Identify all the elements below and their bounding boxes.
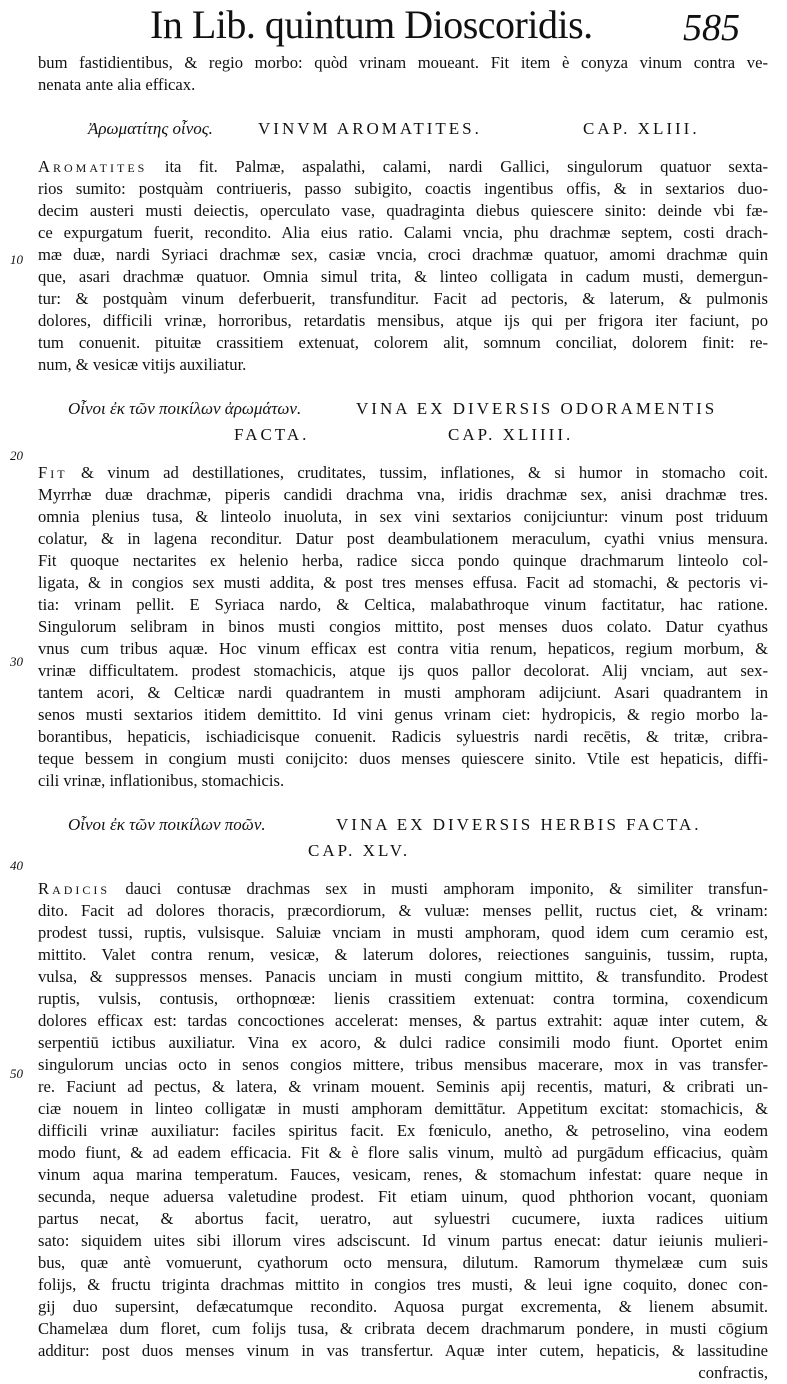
chapter-text — [38, 462, 768, 792]
chapter-heading — [38, 396, 768, 422]
text-line: decim austeri musti deiectis, operculato vase, quadraginta diebus quiescere sinito: deinde vbi fæ- — [38, 201, 768, 220]
margin-line-number: 20 — [10, 448, 23, 463]
text-line: Singulorum selibram in binos musti congios mittito, post menses duos colato. Datur cyathus — [38, 617, 768, 636]
latin-title: VINA EX DIVERSIS HERBIS FACTA. — [336, 815, 702, 834]
opening-word: Aromatites — [38, 157, 148, 176]
text-line: cili vrinæ, inflationibus, stomachicis. — [38, 771, 285, 790]
text-line: Fit & vinum ad destillationes, cruditates, tussim, inflationes, & si humor in stomacho coit. — [38, 463, 768, 482]
margin-line-number: 50 — [10, 1066, 23, 1081]
margin-line-number: 30 — [10, 654, 23, 669]
text-line: prodest tussi, ruptis, vulsisque. Saluiæ vnciam in musti amphoram, quod idem cum ceramio est, — [38, 923, 768, 942]
running-head: In Lib. quintum Dioscoridis. — [150, 2, 593, 47]
text-line: bum fastidientibus, & regio morbo: quòd vrinam moueant. Fit item è conyza vinum contra ve- — [38, 53, 768, 72]
text-line: mæ duæ, nardi Syriaci drachmæ sex, casiæ vncia, croci drachmæ quatuor, amomi drachmæ quin — [38, 245, 768, 264]
text-line: tum conuenit. pituitæ crassitiem extenuat, colorem alit, somnum conciliat, dolorem finit: re- — [38, 333, 768, 352]
chapter-heading-line-2 — [38, 838, 768, 864]
catchword: confractis, — [698, 1363, 768, 1382]
text-line: teque bessem in congium musti conijcito: duos menses quiescere sinito. Vtile est hepaticis, diffi- — [38, 749, 768, 768]
chapter-number: CAP. XLV. — [308, 841, 411, 860]
latin-title: VINVM AROMATITES. — [258, 119, 482, 138]
text-line: Aromatites ita fit. Palmæ, aspalathi, calami, nardi Gallici, singulorum quatuor sexta- — [38, 157, 768, 176]
greek-title: Οἶνοι ἐκ τῶν ποικίλων ἀρωμάτων. — [68, 399, 302, 418]
page-header — [0, 0, 787, 52]
latin-title-continued: FACTA. — [234, 425, 310, 444]
margin-line-number: 40 — [10, 858, 23, 873]
text-line: ce expurgatum fuerit, recondito. Alia eius ratio. Calami vncia, phu drachmæ septem, costi drach- — [38, 223, 768, 242]
chapter-heading — [38, 116, 768, 142]
text-line: dolores efficax est: tardas concoctiones accelerat: menses, & partus extrahit: aquæ inter cutem, & — [38, 1011, 768, 1030]
text-line: ciæ nouem in linteo colligatæ in musti amphoram demittātur. Appetitum excitat: stomachicis, & — [38, 1099, 768, 1118]
text-line: vulsa, & suppressos menses. Panacis unciam in musti congium mittito, & transfundito. Prodest — [38, 967, 768, 986]
text-line: tantem acori, & Celticæ nardi quadrantem in musti amphoram adijciunt. Asari quadrantem in — [38, 683, 768, 702]
chapter-text — [38, 156, 768, 376]
margin-line-number: 10 — [10, 252, 23, 267]
text-line: singulorum uncias octo in senos congios mittere, tribus mensibus macerare, mox in vas transfer- — [38, 1055, 768, 1074]
text-line: dito. Facit ad dolores thoracis, præcordiorum, & vuluæ: menses pellit, ructus ciet, & vrinam: — [38, 901, 768, 920]
text-line: tia: vrinam pellit. E Syriaca nardo, & Celtica, malabathroque vinum factitatur, hac ratione. — [38, 595, 768, 614]
chapter-heading-line-2 — [38, 422, 768, 448]
text-line: modo fiunt, & ad eadem efficacia. Fit & è flore salis vinum, multò ad purgādum efficacius, quàm — [38, 1143, 768, 1162]
text-line: partus necat, & abortus facit, ueratro, aut syluestri cucumere, iuxta radices uitium — [38, 1209, 768, 1228]
text-line: dolores, difficili vrinæ, horroribus, retardatis mensibus, atque ijs qui per frigora iter faciunt, po — [38, 311, 768, 330]
body-text — [38, 52, 768, 1384]
text-line: Chamelæa dum floret, cum folijs tusa, & cribrata decem drachmarum pondere, in musti cōgium — [38, 1319, 768, 1338]
text-line: ruptis, vulsis, contusis, orthopnœæ: lienis crassitiem extenuat: contra tormina, coxendicum — [38, 989, 768, 1008]
text-line: re. Faciunt ad pectus, & latera, & vrinam mouent. Seminis apij recentis, maturi, & cribrati un- — [38, 1077, 768, 1096]
text-line: Fit quoque nectarites ex helenio herba, radice sicca pondo quinque drachmarum linteolo col- — [38, 551, 768, 570]
chapter-number: CAP. XLIII. — [583, 119, 700, 138]
opening-word: Fit — [38, 463, 68, 482]
text-line: num, & vesicæ vitijs auxiliatur. — [38, 355, 247, 374]
text-line: gij duo supersint, defæcatumque recondito. Aquosa purgat excrementa, & lienem absumit. — [38, 1297, 768, 1316]
chapter-heading — [38, 812, 768, 838]
text-line: nenata ante alia efficax. — [38, 75, 196, 94]
greek-title: Οἶνοι ἐκ τῶν ποικίλων ποῶν. — [68, 815, 266, 834]
greek-title: Ἀρωματίτης οἶνος. — [88, 119, 213, 138]
text-line: Radicis dauci contusæ drachmas sex in musti amphoram imponito, & similiter transfun- — [38, 879, 768, 898]
text-line: secunda, neque aduersa valetudine prodest. Fit etiam uinum, quod phthorion vocant, quoniam — [38, 1187, 768, 1206]
chapter-text — [38, 878, 768, 1384]
text-line: rios sumito: postquàm contriueris, passo subigito, coactis ingentibus offis, & in sextarios duo- — [38, 179, 768, 198]
text-line: additur: post duos menses vinum in vas transfertur. Aquæ inter cutem, hepaticis, & lassitudine — [38, 1341, 768, 1360]
text-line: bus, quæ antè vomuerunt, cyathorum octo mensura, dilutum. Ramorum thymelææ cum suis — [38, 1253, 768, 1272]
text-line: ligata, & in congios sex musti addita, & post tres menses effusa. Facit ad stomachi, & pectoris vi- — [38, 573, 768, 592]
text-line: vrinæ difficultatem. prodest stomachicis, atque ijs quos pallor decolorat. Alij vnciam, aut sex- — [38, 661, 768, 680]
opening-paragraph — [38, 52, 768, 96]
latin-title: VINA EX DIVERSIS ODORAMENTIS — [356, 399, 718, 418]
opening-word: Radicis — [38, 879, 111, 898]
text-line: tur: & postquàm vinum deferbuerit, transfunditur. Facit ad pectoris, & laterum, & pulmonis — [38, 289, 768, 308]
text-line: borantibus, hepaticis, ischiadicisque conuenit. Radicis syluestris nardi recētis, & tritæ, cribra- — [38, 727, 768, 746]
text-line: colatur, & in lagena reconditur. Datur post deambulationem meraculum, cyathi vnius mensura. — [38, 529, 768, 548]
text-line: que, asari drachmæ quatuor. Omnia simul trita, & linteo colligata in cadum musti, demergun- — [38, 267, 768, 286]
page-number: 585 — [683, 7, 740, 49]
text-line: sato: siquidem uites sibi illorum vires adsciscunt. Id vinum partus enecat: datur ieiunis mulieri- — [38, 1231, 768, 1250]
text-line: folijs, & fructu triginta drachmas mittito in congios tres musti, & leui igne coquito, donec con- — [38, 1275, 768, 1294]
text-line: serpentiū ictibus auxiliatur. Vina ex acoro, & dulci radice consimili modo fiunt. Oportet enim — [38, 1033, 768, 1052]
text-line: difficili vrinæ auxiliatur: faciles spiritus facit. Ex fœniculo, anetho, & petroselino, vina eodem — [38, 1121, 768, 1140]
text-line: vinum aqua marina temperatum. Fauces, vesicam, renes, & stomachum infestat: quare neque in — [38, 1165, 768, 1184]
chapter-number: CAP. XLIIII. — [448, 425, 574, 444]
text-line: mittito. Valet contra renum, vesicæ, & laterum dolores, reiectiones sanguinis, tussim, rupta, — [38, 945, 768, 964]
text-line: omnia plenius tusa, & linteolo inuoluta, in sex vini sextarios conijciuntur: vinum post triduum — [38, 507, 768, 526]
text-line: senos musti sextarios itidem demittito. Id vini genus vrinam ciet: hydropicis, & regio morbo la- — [38, 705, 768, 724]
text-line: Myrrhæ duæ drachmæ, piperis candidi drachma vna, iridis drachmæ sex, anisi drachmæ tres. — [38, 485, 768, 504]
text-line: vnus cum tribus aquæ. Hoc vinum efficax est contra vitia renum, hepaticos, regium morbum, & — [38, 639, 768, 658]
